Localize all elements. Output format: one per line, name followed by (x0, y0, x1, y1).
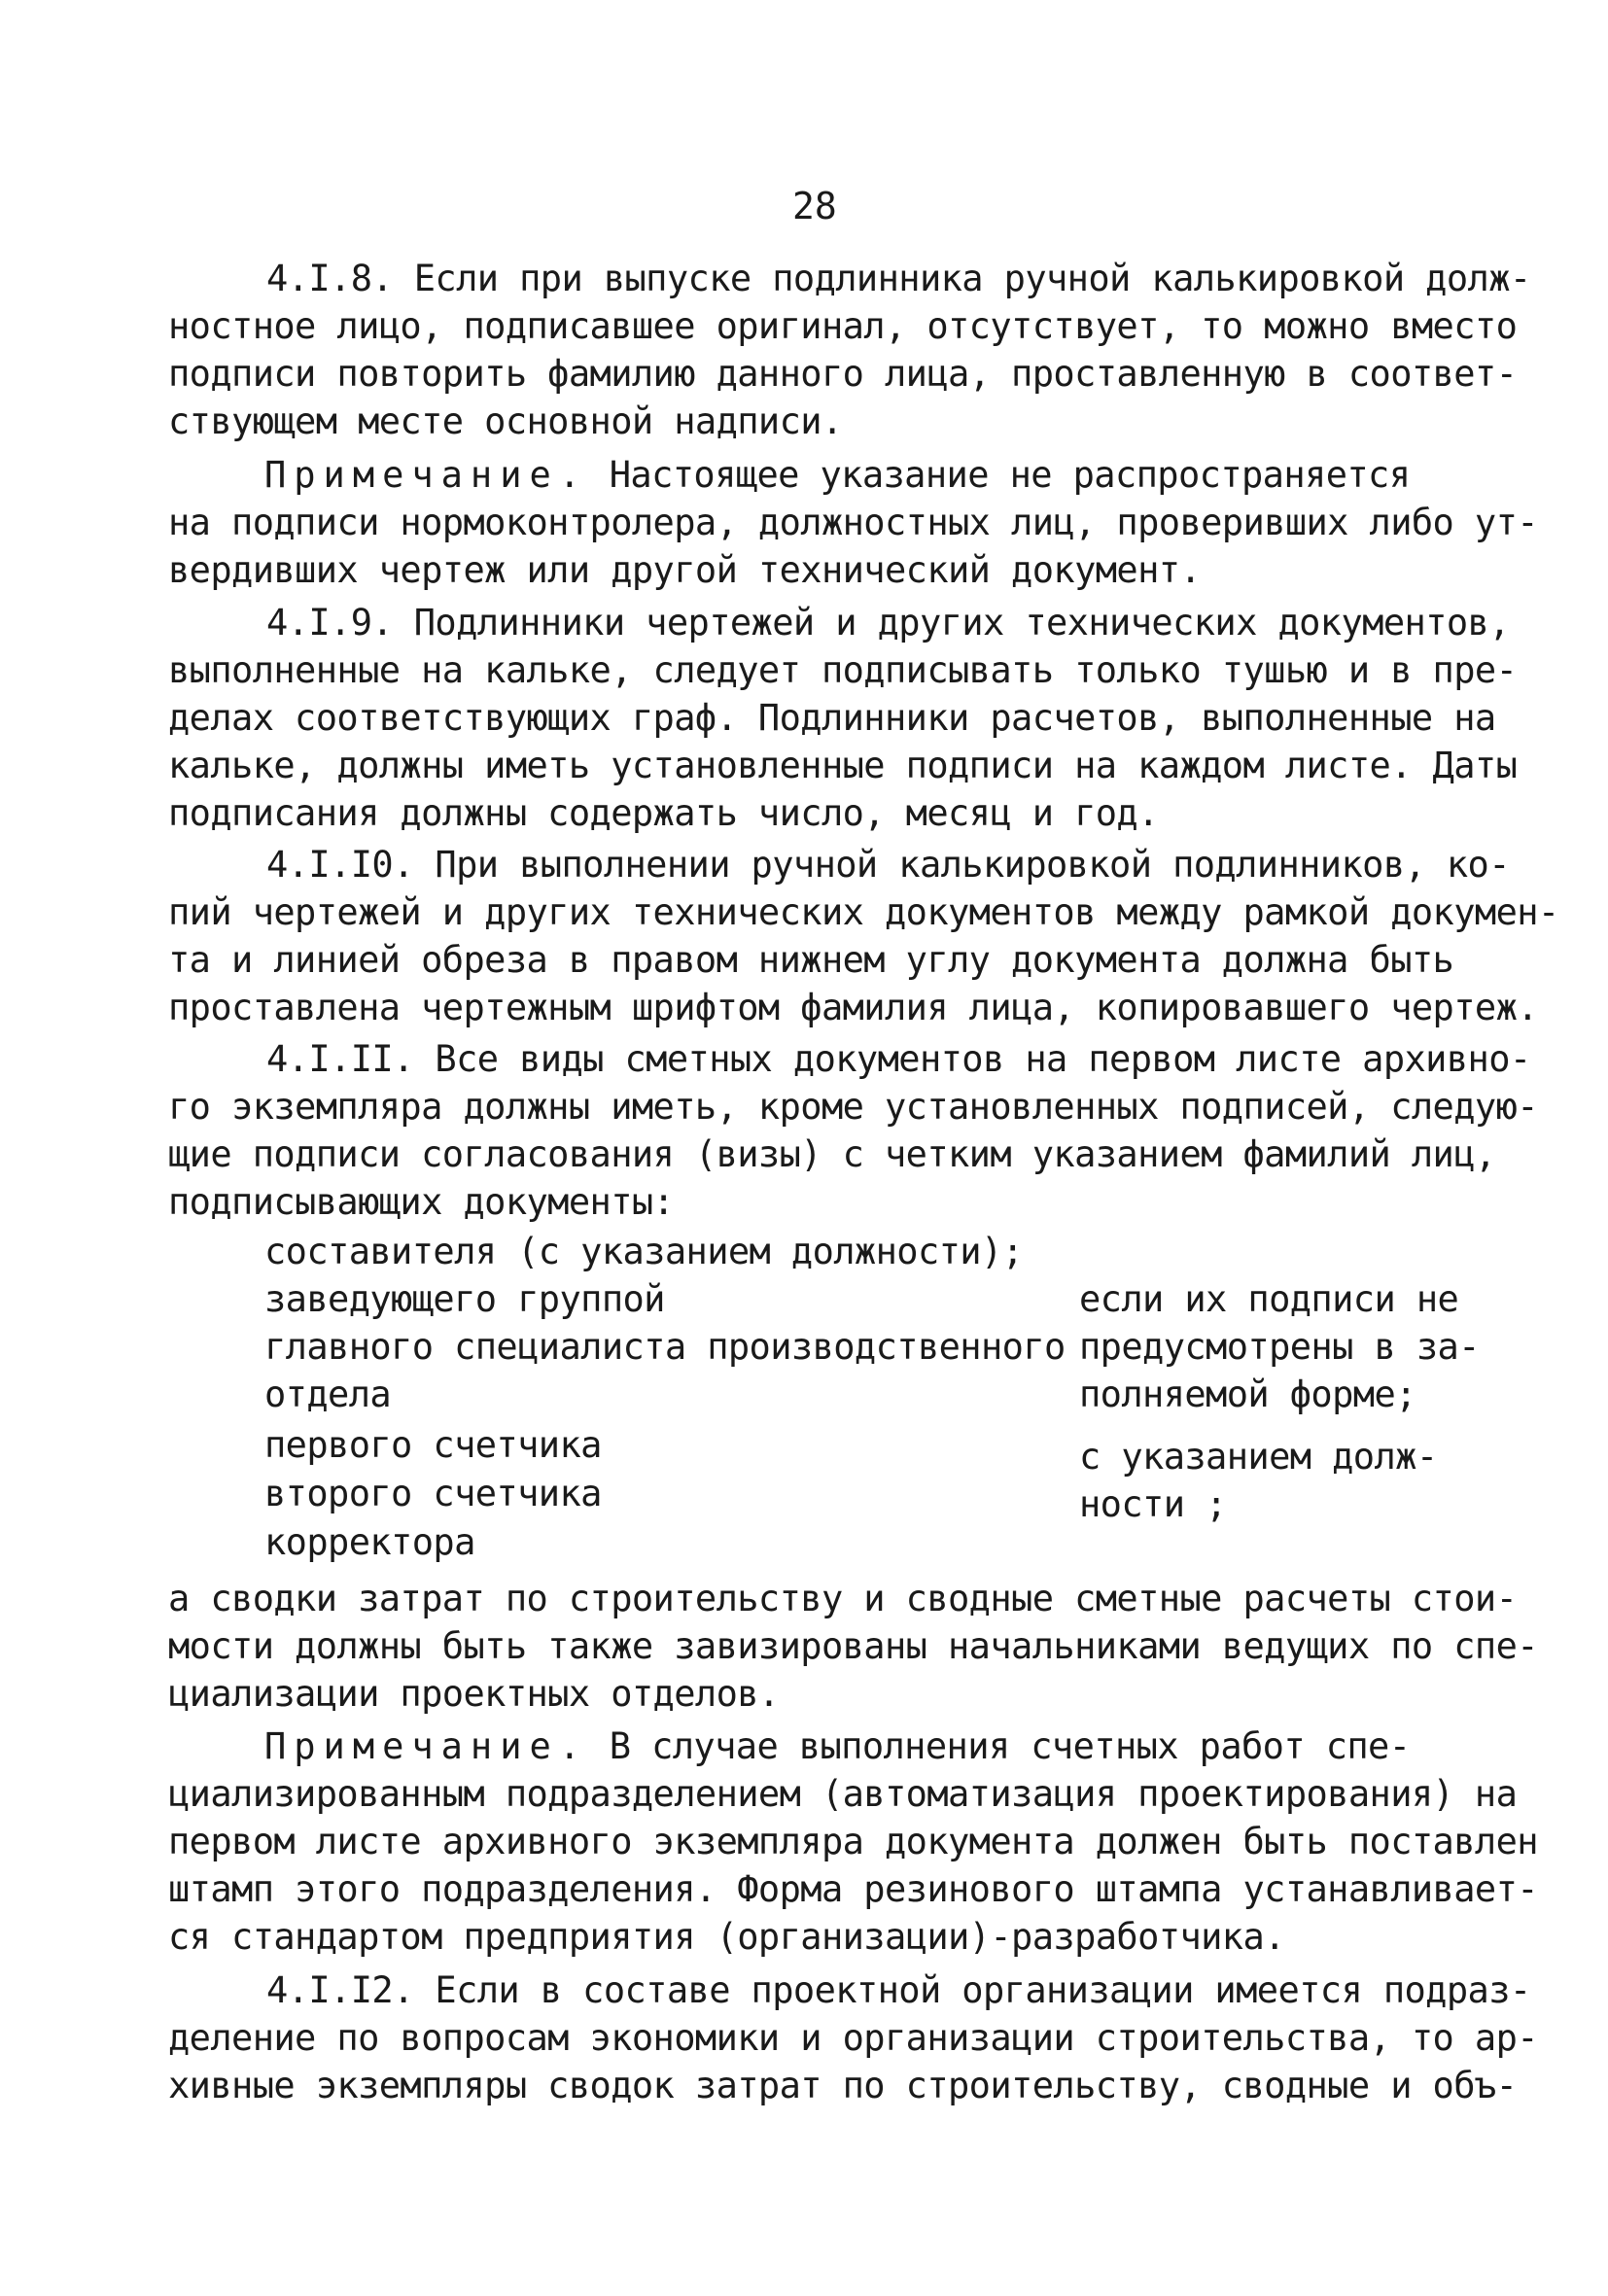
paragraph-4-1-10-line: 4.I.I0. При выполнении ручной калькировкой подлинников, ко- (266, 844, 1510, 886)
paragraph-4-1-8-line: ностное лицо, подписавшее оригинал, отсутствует, то можно вместо (168, 305, 1518, 347)
signatory-note: ности ; (1079, 1483, 1227, 1525)
paragraph-4-1-8-line: 4.I.8. Если при выпуске подлинника ручной калькировкой долж- (266, 258, 1531, 299)
note-2-text: В случае выполнения счетных работ спе- (588, 1725, 1411, 1767)
signatory-list-item: второго счетчика (264, 1473, 602, 1514)
paragraph-4-1-9-line: выполненные на кальке, следует подписывать только тушью и в пре- (168, 649, 1518, 691)
signatory-list-item: главного специалиста производственного (264, 1326, 1066, 1368)
note-1-first-line (264, 452, 1410, 499)
signatory-note: если их подписи не (1079, 1278, 1459, 1320)
note-2-line: ся стандартом предприятия (организации)-разработчика. (168, 1916, 1285, 1958)
paragraph-4-1-10-line: пий чертежей и других технических документов между рамкой докумен- (168, 891, 1559, 933)
paragraph-continuation-line: а сводки затрат по строительству и сводные сметные расчеты стои- (168, 1578, 1518, 1619)
signatory-list-item: первого счетчика (264, 1424, 602, 1466)
note-2-label: Примечание. (264, 1725, 589, 1767)
note-2-line: циализированным подразделением (автоматизация проектирования) на (168, 1773, 1518, 1815)
paragraph-4-1-12-line: 4.I.I2. Если в составе проектной организации имеется подраз- (266, 1969, 1531, 2011)
note-1-line: вердивших чертеж или другой технический документ. (168, 549, 1202, 591)
signatory-note: предусмотрены в за- (1079, 1326, 1480, 1368)
paragraph-4-1-11-line: 4.I.II. Все виды сметных документов на первом листе архивно- (266, 1038, 1531, 1080)
paragraph-4-1-8-line: подписи повторить фамилию данного лица, проставленную в соответ- (168, 353, 1518, 395)
paragraph-4-1-12-line: деление по вопросам экономики и организации строительства, то ар- (168, 2017, 1538, 2059)
signatory-note: с указанием долж- (1079, 1436, 1438, 1478)
note-2-line: первом листе архивного экземпляра документа должен быть поставлен (168, 1821, 1538, 1862)
note-2-line: штамп этого подразделения. Форма резинового штампа устанавливает- (168, 1868, 1538, 1910)
note-1-line: на подписи нормоконтролера, должностных лиц, проверивших либо ут- (168, 502, 1538, 543)
paragraph-4-1-11-line: щие подписи согласования (визы) с четким указанием фамилий лиц, (168, 1133, 1496, 1175)
paragraph-4-1-11-line: го экземпляра должны иметь, кроме установленных подписей, следую- (168, 1086, 1538, 1128)
paragraph-4-1-11-line: подписывающих документы: (168, 1181, 675, 1223)
paragraph-4-1-8-line: ствующем месте основной надписи. (168, 400, 843, 442)
paragraph-continuation-line: мости должны быть также завизированы начальниками ведущих по спе- (168, 1625, 1538, 1667)
paragraph-4-1-12-line: хивные экземпляры сводок затрат по строительству, сводные и объ- (168, 2065, 1518, 2106)
page-number: 28 (792, 185, 837, 227)
paragraph-4-1-9-line: подписания должны содержать число, месяц и год. (168, 792, 1159, 834)
signatory-list-item: отдела (264, 1374, 392, 1415)
paragraph-continuation-line: циализации проектных отделов. (168, 1673, 780, 1715)
signatory-list-item: заведующего группой (264, 1278, 665, 1320)
paragraph-4-1-10-line: проставлена чертежным шрифтом фамилия лица, копировавшего чертеж. (168, 987, 1538, 1028)
signatory-note: полняемой форме; (1079, 1374, 1416, 1415)
note-1-label: Примечание. (264, 454, 589, 496)
paragraph-4-1-10-line: та и линией обреза в правом нижнем углу документа должна быть (168, 939, 1454, 981)
signatory-list-item: корректора (264, 1521, 475, 1563)
paragraph-4-1-9-line: кальке, должны иметь установленные подписи на каждом листе. Даты (168, 745, 1518, 786)
paragraph-4-1-9-line: 4.I.9. Подлинники чертежей и других технических документов, (266, 602, 1510, 644)
paragraph-4-1-9-line: делах соответствующих граф. Подлинники расчетов, выполненные на (168, 697, 1496, 739)
signatory-list-item: составителя (с указанием должности); (264, 1231, 1024, 1272)
note-2-first-line (264, 1723, 1410, 1770)
note-1-text: Настоящее указание не распространяется (588, 454, 1411, 496)
